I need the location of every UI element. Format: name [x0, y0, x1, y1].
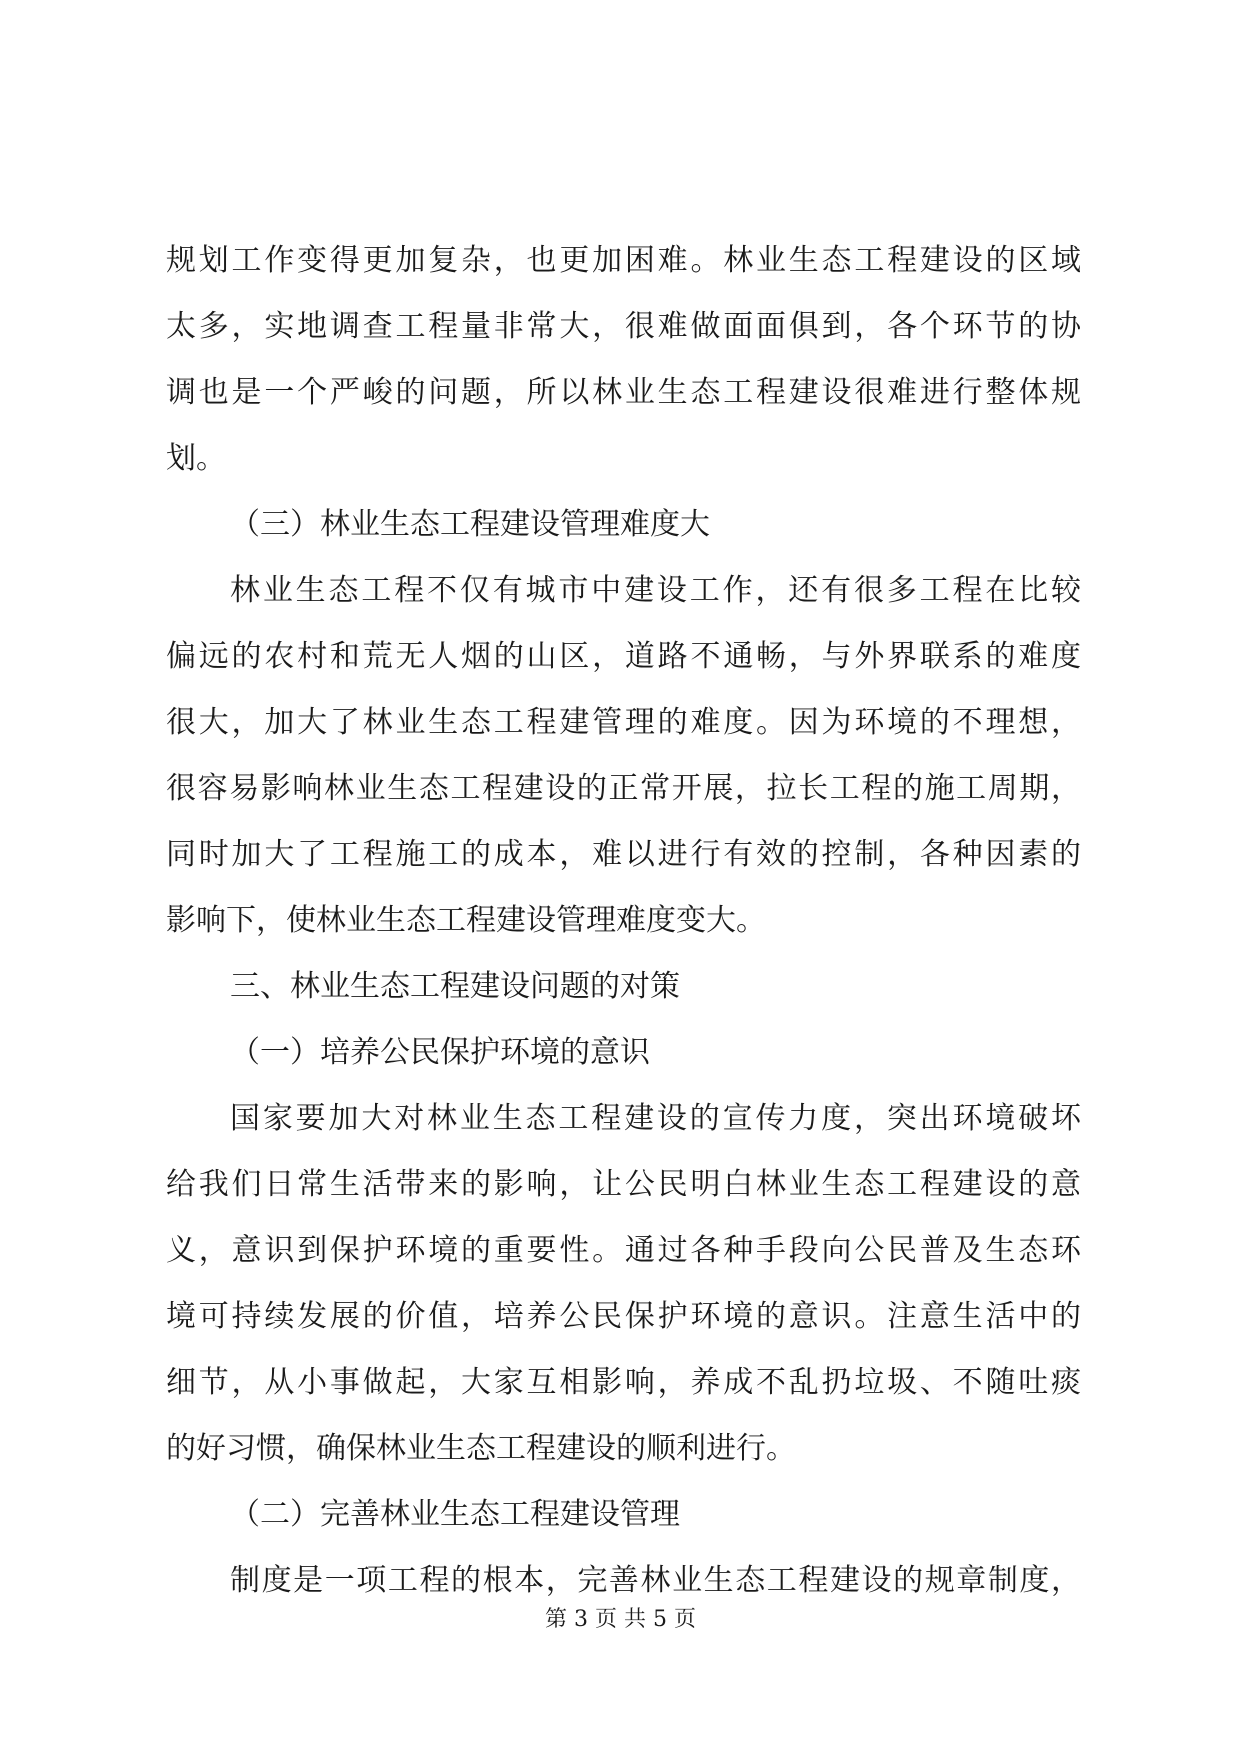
text-line: 制度是一项工程的根本，完善林业生态工程建设的规章制度， [230, 1563, 1081, 1598]
text-line: 影响下，使林业生态工程建设管理难度变大。 [166, 903, 766, 938]
text-line: 规划工作变得更加复杂，也更加困难。林业生态工程建设的区域 [166, 243, 1081, 278]
section-heading: （一）培养公民保护环境的意识 [230, 1035, 650, 1070]
text-line: 太多，实地调查工程量非常大，很难做面面俱到，各个环节的协 [166, 309, 1081, 344]
text-line: 义，意识到保护环境的重要性。通过各种手段向公民普及生态环 [166, 1233, 1081, 1268]
text-line: 给我们日常生活带来的影响，让公民明白林业生态工程建设的意 [166, 1167, 1081, 1202]
text-line: 很容易影响林业生态工程建设的正常开展，拉长工程的施工周期， [166, 771, 1081, 806]
text-line: 境可持续发展的价值，培养公民保护环境的意识。注意生活中的 [166, 1299, 1081, 1334]
section-heading: （三）林业生态工程建设管理难度大 [230, 507, 710, 542]
text-line: 的好习惯，确保林业生态工程建设的顺利进行。 [166, 1431, 796, 1466]
section-heading: （二）完善林业生态工程建设管理 [230, 1497, 680, 1532]
text-line: 调也是一个严峻的问题，所以林业生态工程建设很难进行整体规 [166, 375, 1081, 410]
text-line: 划。 [166, 441, 226, 476]
page-number-label: 第 3 页 共 5 页 [545, 1607, 696, 1632]
text-line: 细节，从小事做起，大家互相影响，养成不乱扔垃圾、不随吐痰 [166, 1365, 1081, 1400]
text-line: 同时加大了工程施工的成本，难以进行有效的控制，各种因素的 [166, 837, 1081, 872]
text-line: 很大，加大了林业生态工程建管理的难度。因为环境的不理想， [166, 705, 1081, 740]
text-line: 偏远的农村和荒无人烟的山区，道路不通畅，与外界联系的难度 [166, 639, 1081, 674]
page-footer [0, 1605, 1241, 1635]
text-line: 国家要加大对林业生态工程建设的宣传力度，突出环境破坏 [230, 1101, 1081, 1136]
section-heading: 三、林业生态工程建设问题的对策 [230, 969, 680, 1004]
body-text [166, 228, 1081, 1614]
text-line: 林业生态工程不仅有城市中建设工作，还有很多工程在比较 [230, 573, 1081, 608]
